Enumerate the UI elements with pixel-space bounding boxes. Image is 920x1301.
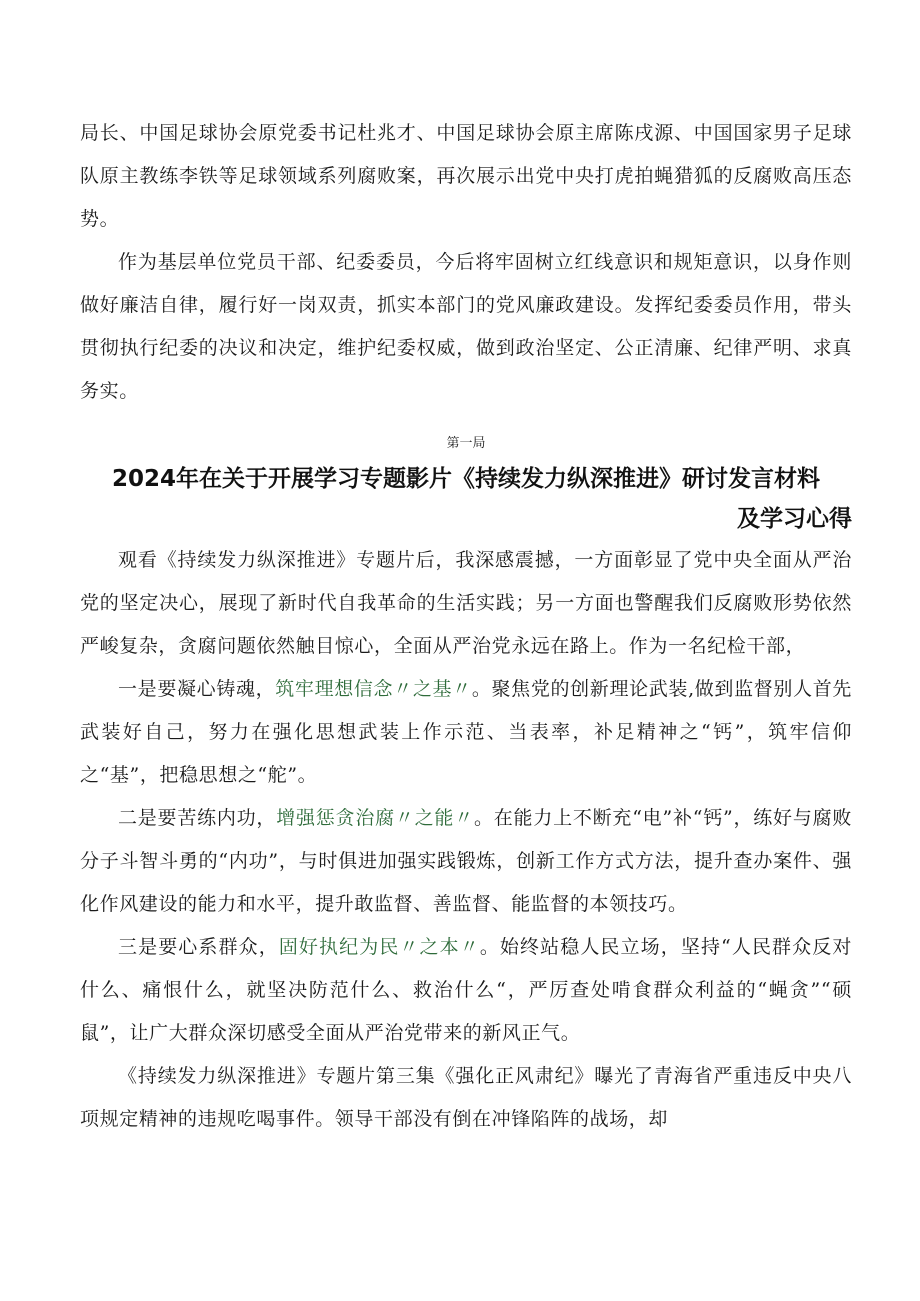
title-line-2: 及学习心得 bbox=[737, 506, 852, 532]
intro-paragraph-1: 局长、中国足球协会原党委书记杜兆才、中国足球协会原主席陈戌源、中国国家男子足球队原主教练李铁等足球领域系列腐败案，再次展示出党中央打虎拍蝇猎狐的反腐败高压态势。 bbox=[80, 122, 852, 230]
point-highlight: 固好执纪为民〃之本〃 bbox=[278, 936, 480, 958]
opening-paragraph: 观看《持续发力纵深推进》专题片后，我深感震撼，一方面彰显了党中央全面从严治党的坚定决心，展现了新时代自我革命的生活实践；另一方面也警醒我们反腐败形势依然严峻复杂，贪腐问题依然触目惊心，全面从严治党永远在路上。作为一名纪检干部， bbox=[80, 549, 852, 657]
closing-paragraph: 《持续发力纵深推进》专题片第三集《强化正风肃纪》曝光了青海省严重违反中央八项规定精神的违规吃喝事件。领导干部没有倒在冲锋陷阵的战场，却 bbox=[80, 1065, 852, 1130]
point-paragraph-3 bbox=[80, 926, 852, 1055]
point-body: 。在能力上不断充“电”补“钙”，练好与腐败分子斗智斗勇的“内功”，与时俱进加强实践锻炼，创新工作方式方法，提升查办案件、强化作风建设的能力和水平，提升敢监督、善监督、能监督的本领技巧。 bbox=[80, 807, 852, 915]
point-paragraph-1 bbox=[80, 668, 852, 797]
section-label: 第一局 bbox=[446, 436, 486, 451]
point-highlight: 增强惩贪治腐〃之能〃 bbox=[276, 807, 474, 829]
document-page bbox=[80, 112, 852, 1141]
point-highlight: 筑牢理想信念〃之基〃 bbox=[275, 678, 472, 700]
point-body: 。聚焦党的创新理论武装,做到监督别人首先武装好自己，努力在强化思想武装上作示范、当表率，补足精神之“钙”，筑牢信仰之“基”，把稳思想之“舵”。 bbox=[80, 678, 852, 786]
intro-paragraph-2: 作为基层单位党员干部、纪委委员，今后将牢固树立红线意识和规矩意识，以身作则做好廉洁自律，履行好一岗双责，抓实本部门的党风廉政建设。发挥纪委委员作用，带头贯彻执行纪委的决议和决定，维护纪委权威，做到政治坚定、公正清廉、纪律严明、求真务实。 bbox=[80, 251, 852, 402]
point-paragraph-2 bbox=[80, 797, 852, 926]
point-lead: 一是要凝心铸魂， bbox=[118, 678, 276, 700]
point-lead: 三是要心系群众， bbox=[118, 936, 279, 958]
title-line-1: 2024年在关于开展学习专题影片《持续发力纵深推进》研讨发言材料 bbox=[111, 466, 820, 492]
point-body: 。始终站稳人民立场，坚持“人民群众反对什么、痛恨什么，就坚决防范什么、救治什么“，严厉查处啃食群众利益的“蝇贪”“硕鼠”，让广大群众深切感受全面从严治党带来的新风正气。 bbox=[80, 936, 852, 1044]
point-lead: 二是要苦练内功， bbox=[118, 807, 277, 829]
document-title bbox=[80, 459, 852, 539]
